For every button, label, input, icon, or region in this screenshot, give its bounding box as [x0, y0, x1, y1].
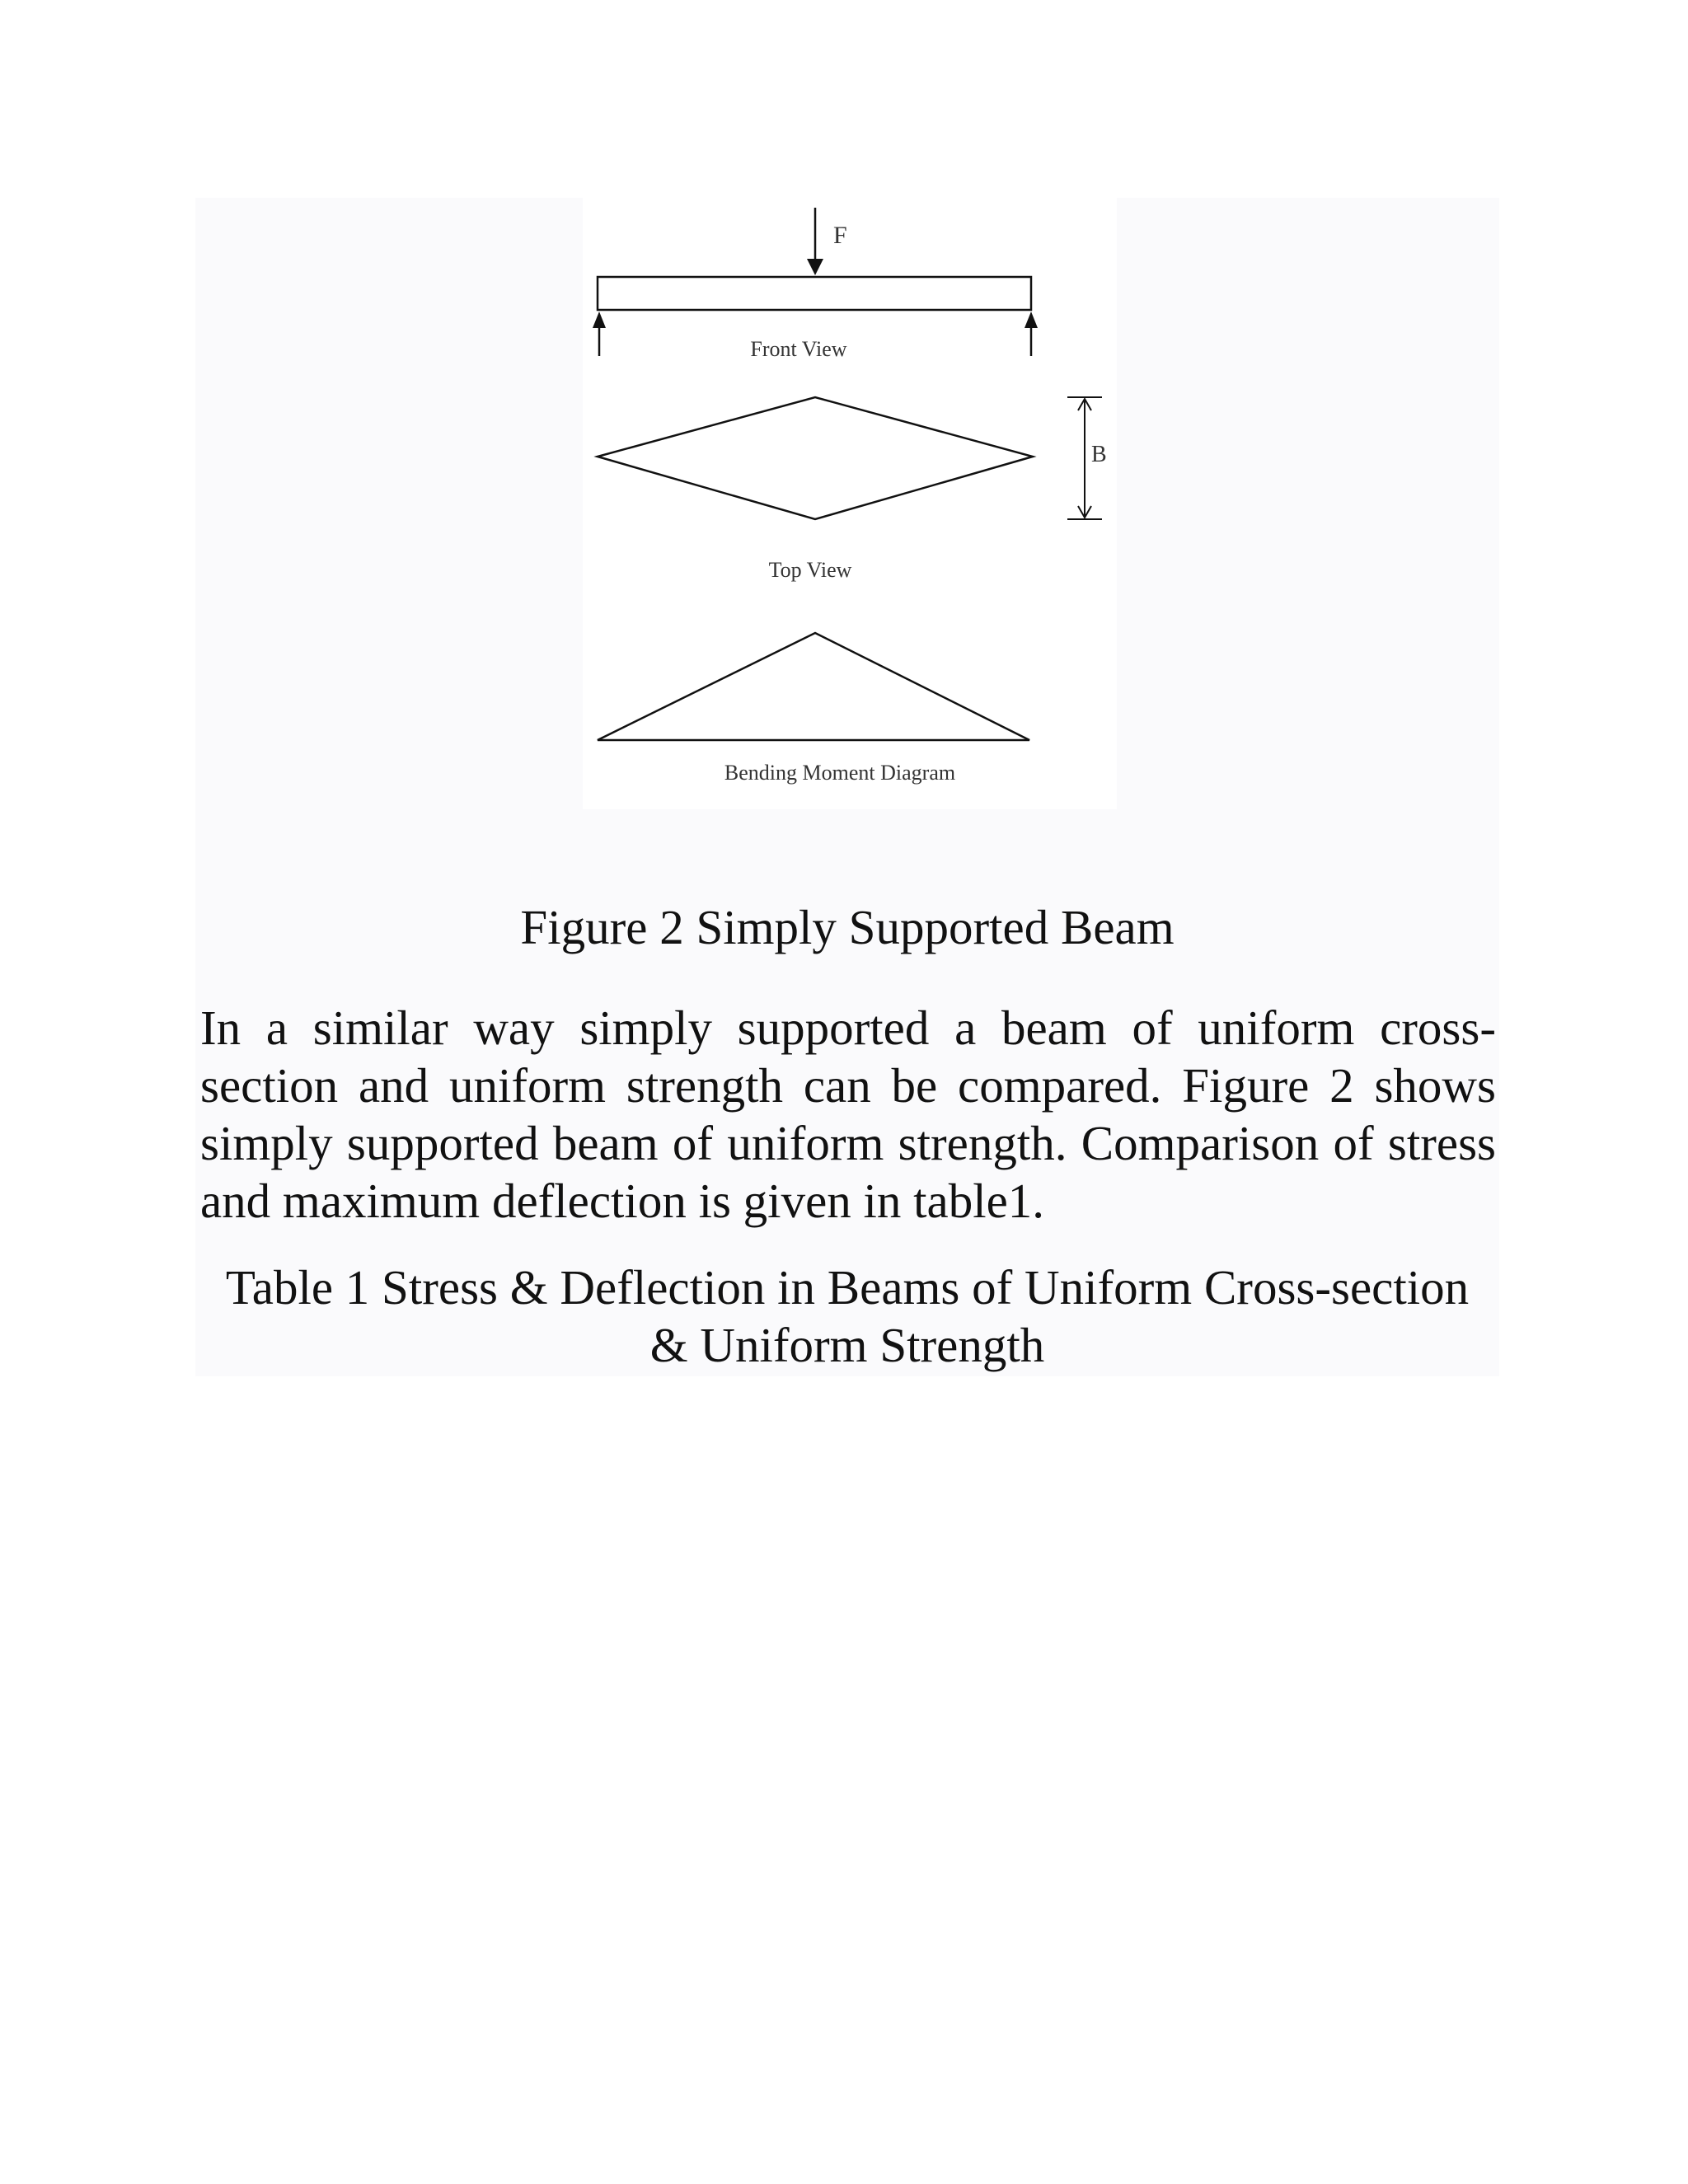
top-view-label: Top View — [768, 558, 852, 582]
front-view-label: Front View — [750, 337, 847, 361]
content-block — [195, 198, 1499, 1376]
beam-diagram-svg — [583, 198, 1117, 809]
bending-moment-diagram — [598, 633, 1029, 740]
table-caption-line1: Table 1 Stress & Deflection in Beams of Uniform Cross-section — [225, 1260, 1470, 1315]
right-support-arrow — [1025, 312, 1038, 356]
table-caption — [195, 1258, 1499, 1374]
body-paragraph: In a similar way simply supported a beam of uniform cross-section and uniform strength can be compared. Figure 2 shows simply supported beam of uniform strength. Comparison of stress and maximum deflection is given in table1. — [200, 1001, 1496, 1228]
beam-front-view — [598, 277, 1031, 310]
force-arrow — [807, 208, 823, 275]
beam-top-view — [598, 397, 1033, 519]
beam-figure — [583, 198, 1117, 809]
left-support-arrow — [593, 312, 606, 356]
force-label: F — [833, 222, 847, 249]
table-caption-line2: & Uniform Strength — [649, 1318, 1045, 1372]
width-label: B — [1091, 442, 1107, 467]
figure-caption: Figure 2 Simply Supported Beam — [520, 900, 1175, 954]
moment-diagram-label: Bending Moment Diagram — [724, 761, 956, 785]
